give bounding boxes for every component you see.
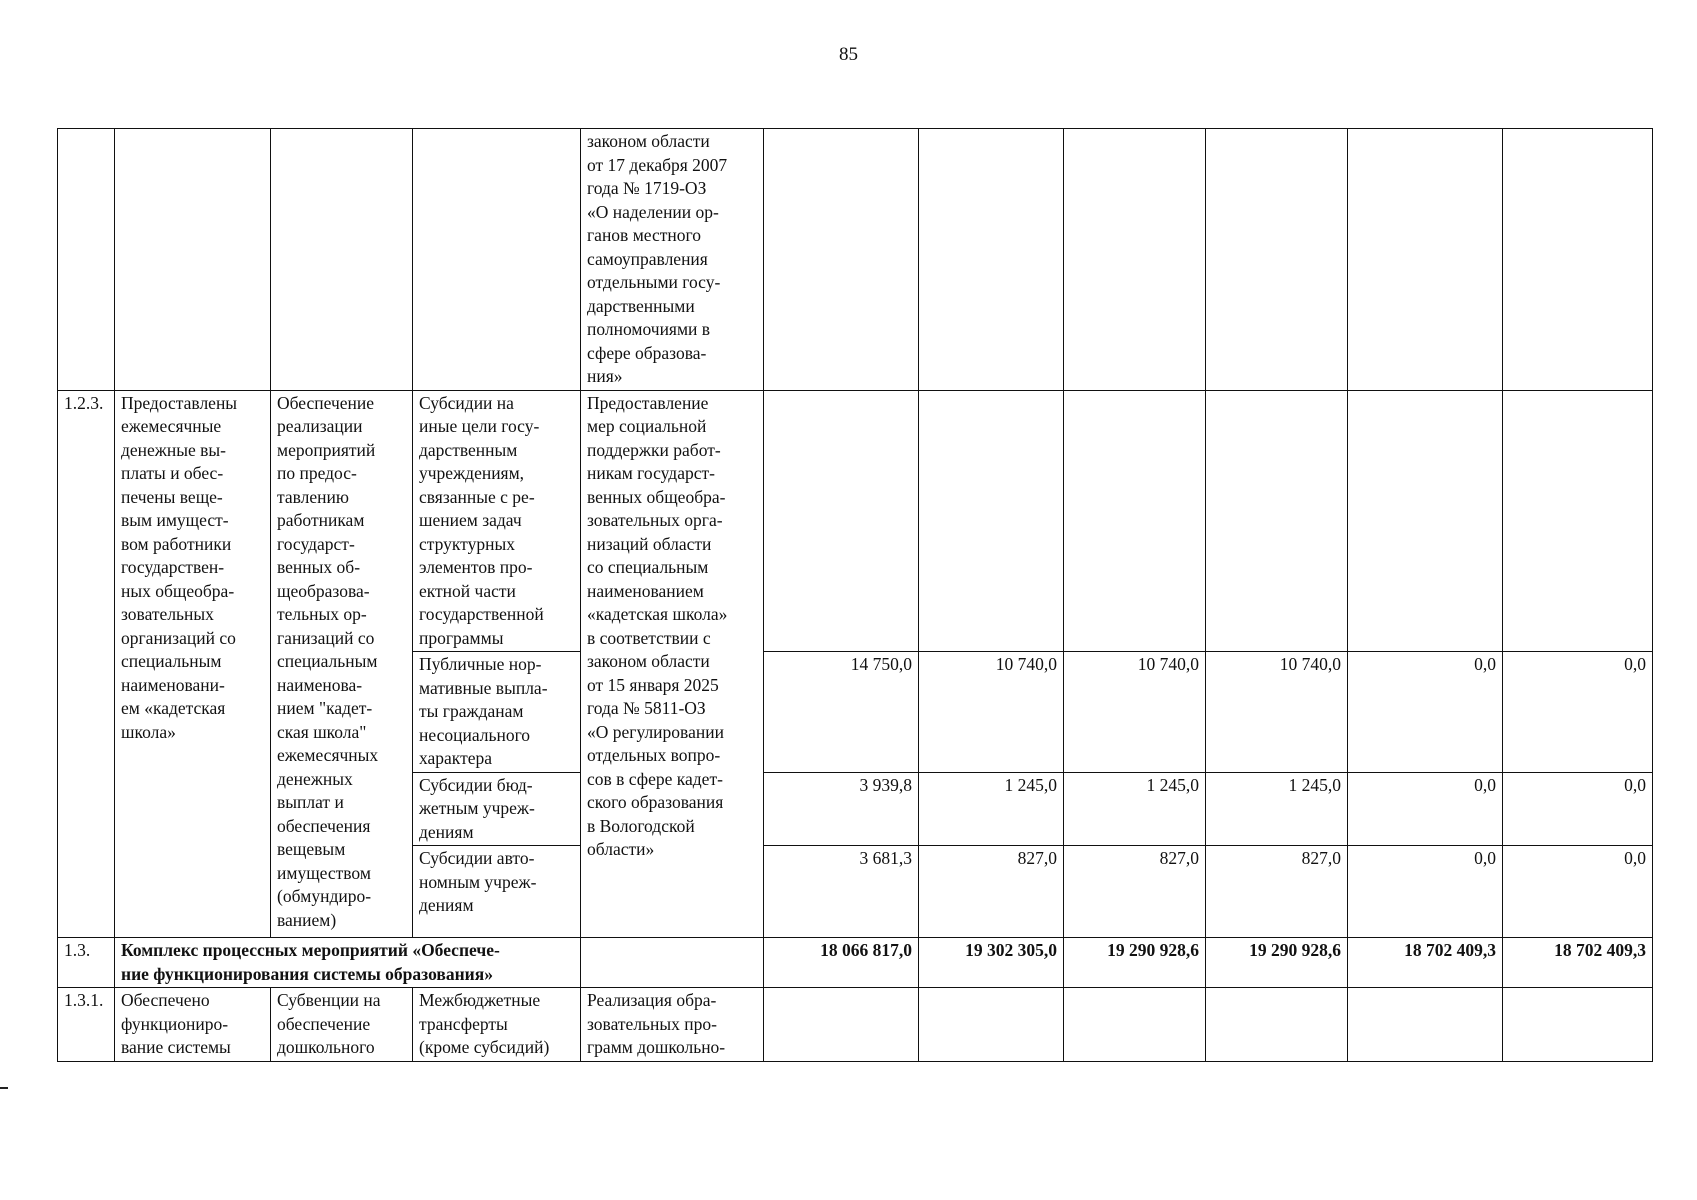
row-result: Предоставлены ежемесячные денежные вы- платы и обес- печены веще- вым имущест- вом работники государствен- ных общеобра- зовательных организаций со специальным наименовани- ем «кадетская школа»	[115, 390, 271, 938]
row-code: 1.3.	[58, 938, 115, 988]
value-cell: 14 750,0	[764, 652, 919, 773]
row-measure: Обеспечение реализации мероприятий по предос- тавлению работникам государст- венных об- щеобразова- тельных ор- ганизаций со специальным наименова- нием "кадет- ская школа" ежемесячных денежных выплат и обеспечения вещевым имуществом (обмундиро- ванием)	[271, 390, 413, 938]
scan-edge-mark	[0, 1087, 8, 1089]
row-code: 1.3.1.	[58, 988, 115, 1062]
value-cell	[919, 390, 1064, 652]
row-measure: Субвенции на обеспечение дошкольного	[271, 988, 413, 1062]
budget-table	[57, 128, 1653, 1062]
row-expense-type: Субсидии на иные цели госу- дарственным учреждениям, связанные с ре- шением задач структурных элементов про- ектной части государственной программы	[413, 390, 581, 652]
value-cell: 0,0	[1348, 846, 1503, 938]
cell-type	[413, 129, 581, 391]
value-cell: 827,0	[1206, 846, 1348, 938]
value-cell: 1 245,0	[919, 772, 1064, 846]
value-cell	[1206, 988, 1348, 1062]
row-expense-type: Субсидии авто- номным учреж- дениям	[413, 846, 581, 938]
value-cell	[919, 988, 1064, 1062]
value-cell: 0,0	[1348, 772, 1503, 846]
table-row-continuation	[58, 129, 1653, 391]
cell-basis	[581, 129, 764, 391]
row-result: Обеспечено функциониро- вание системы	[115, 988, 271, 1062]
value-cell	[1348, 988, 1503, 1062]
value-cell	[1503, 390, 1653, 652]
table-row-1-3	[58, 938, 1653, 988]
value-cell: 3 939,8	[764, 772, 919, 846]
row-basis: Реализация обра- зовательных про- грамм дошкольно-	[581, 988, 764, 1062]
value-cell: 10 740,0	[919, 652, 1064, 773]
value-cell: 18 702 409,3	[1503, 938, 1653, 988]
table-row-1-3-1	[58, 988, 1653, 1062]
value-cell	[1503, 988, 1653, 1062]
cell-value	[919, 129, 1064, 391]
row-code: 1.2.3.	[58, 390, 115, 938]
value-cell	[764, 988, 919, 1062]
value-cell: 1 245,0	[1206, 772, 1348, 846]
value-cell: 10 740,0	[1064, 652, 1206, 773]
cell-value	[1206, 129, 1348, 391]
value-cell: 3 681,3	[764, 846, 919, 938]
row-title: Комплекс процессных мероприятий «Обеспече- ние функционирования системы образования»	[115, 938, 581, 988]
cell-result	[115, 129, 271, 391]
value-cell	[764, 390, 919, 652]
basis-text: законом области от 17 декабря 2007 года № 1719-ОЗ «О наделении ор- ганов местного самоуправления отдельными госу- дарственными полномочиями в сфере образова- ния»	[587, 131, 728, 386]
value-cell: 18 066 817,0	[764, 938, 919, 988]
row-basis: Предоставление мер социальной поддержки работ- никам государст- венных общеобра- зовательных орга- низаций области со специальным наименованием «кадетская школа» в соответствии с законом области от 15 января 2025 года № 5811-ОЗ «О регулировании отдельных вопро- сов в сфере кадет- ского образования в Вологодской области»	[581, 390, 764, 938]
cell-value	[1348, 129, 1503, 391]
value-cell: 0,0	[1503, 846, 1653, 938]
cell-value	[764, 129, 919, 391]
cell-measure	[271, 129, 413, 391]
cell-value	[1064, 129, 1206, 391]
table-row-1-2-3	[58, 390, 1653, 652]
cell-code	[58, 129, 115, 391]
value-cell	[1064, 988, 1206, 1062]
value-cell: 827,0	[1064, 846, 1206, 938]
value-cell: 0,0	[1503, 772, 1653, 846]
row-expense-type: Субсидии бюд- жетным учреж- дениям	[413, 772, 581, 846]
value-cell: 10 740,0	[1206, 652, 1348, 773]
value-cell: 0,0	[1348, 652, 1503, 773]
cell-value	[1503, 129, 1653, 391]
value-cell	[1206, 390, 1348, 652]
value-cell: 19 290 928,6	[1064, 938, 1206, 988]
value-cell: 1 245,0	[1064, 772, 1206, 846]
value-cell: 0,0	[1503, 652, 1653, 773]
value-cell: 18 702 409,3	[1348, 938, 1503, 988]
row-expense-type: Межбюджетные трансферты (кроме субсидий)	[413, 988, 581, 1062]
value-cell	[1348, 390, 1503, 652]
row-basis	[581, 938, 764, 988]
value-cell: 827,0	[919, 846, 1064, 938]
value-cell	[1064, 390, 1206, 652]
page-number: 85	[839, 44, 858, 65]
value-cell: 19 290 928,6	[1206, 938, 1348, 988]
row-expense-type: Публичные нор- мативные выпла- ты гражданам несоциального характера	[413, 652, 581, 773]
value-cell: 19 302 305,0	[919, 938, 1064, 988]
